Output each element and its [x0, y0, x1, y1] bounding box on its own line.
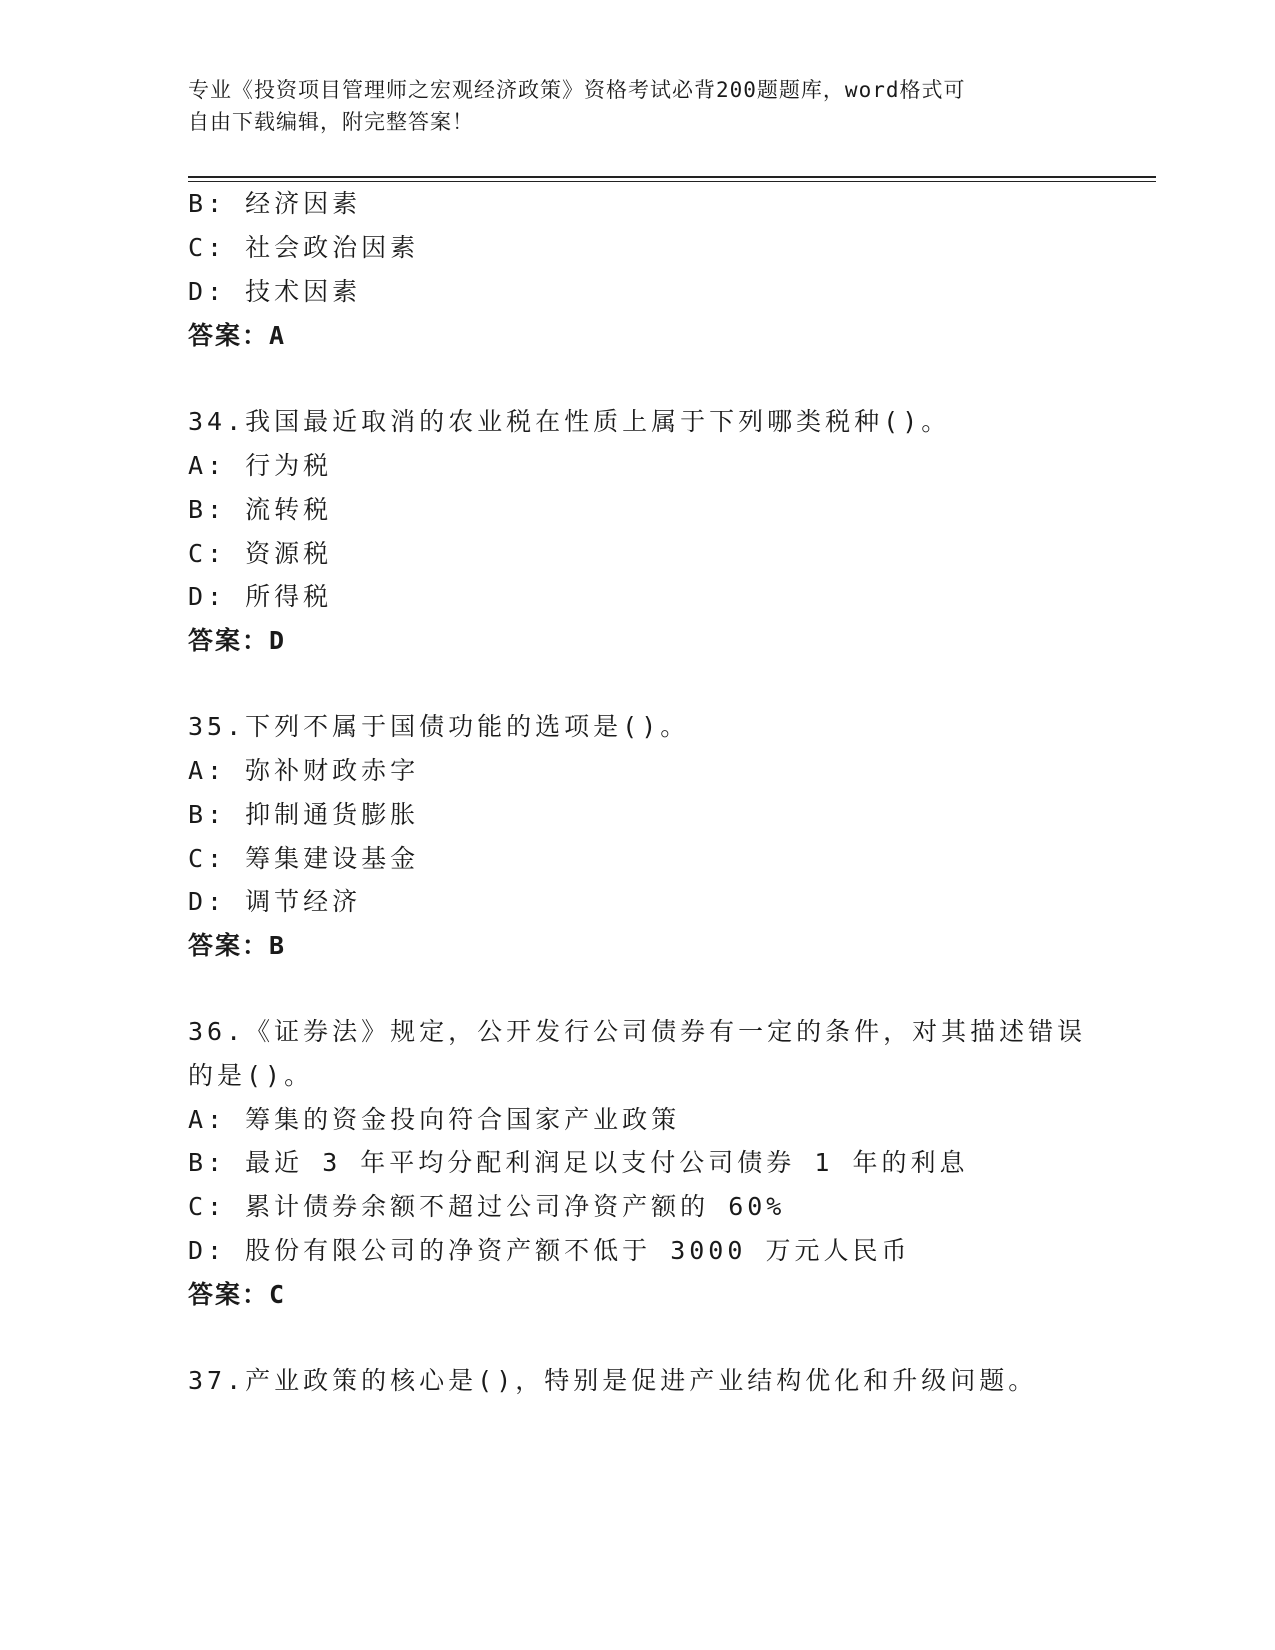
answer-q35: 答案：B — [188, 931, 287, 960]
question-34-stem: 34.我国最近取消的农业税在性质上属于下列哪类税种()。 — [188, 407, 951, 436]
question-37-stem: 37.产业政策的核心是()，特别是促进产业结构优化和升级问题。 — [188, 1366, 1038, 1395]
option-q36-b: B: 最近 3 年平均分配利润足以支付公司债券 1 年的利息 — [188, 1148, 969, 1177]
header-line-1: 专业《投资项目管理师之宏观经济政策》资格考试必背200题题库，word格式可 — [188, 78, 966, 102]
option-q33-b: B: 经济因素 — [188, 189, 362, 218]
option-q36-c: C: 累计债券余额不超过公司净资产额的 60% — [188, 1192, 786, 1221]
question-35-stem: 35.下列不属于国债功能的选项是()。 — [188, 712, 690, 741]
option-q36-a: A: 筹集的资金投向符合国家产业政策 — [188, 1105, 681, 1134]
header-divider-thin — [188, 181, 1156, 182]
option-q34-b: B: 流转税 — [188, 495, 333, 524]
option-q33-d: D: 技术因素 — [188, 277, 362, 306]
answer-q34: 答案：D — [188, 626, 287, 655]
page-header — [188, 74, 1088, 138]
option-q35-b: B: 抑制通货膨胀 — [188, 800, 420, 829]
option-q34-a: A: 行为税 — [188, 451, 333, 480]
option-q35-d: D: 调节经济 — [188, 887, 362, 916]
option-q35-c: C: 筹集建设基金 — [188, 844, 420, 873]
header-line-2: 自由下载编辑，附完整答案！ — [188, 110, 474, 134]
option-q35-a: A: 弥补财政赤字 — [188, 756, 420, 785]
question-36-stem-line-1: 36.《证券法》规定，公开发行公司债券有一定的条件，对其描述错误 — [188, 1017, 1087, 1046]
answer-q36: 答案：C — [188, 1280, 287, 1309]
header-divider — [188, 176, 1156, 178]
question-36-stem-line-2: 的是()。 — [188, 1061, 314, 1090]
option-q36-d: D: 股份有限公司的净资产额不低于 3000 万元人民币 — [188, 1236, 911, 1265]
option-q33-c: C: 社会政治因素 — [188, 233, 420, 262]
answer-q33: 答案：A — [188, 321, 287, 350]
option-q34-c: C: 资源税 — [188, 539, 333, 568]
option-q34-d: D: 所得税 — [188, 582, 333, 611]
